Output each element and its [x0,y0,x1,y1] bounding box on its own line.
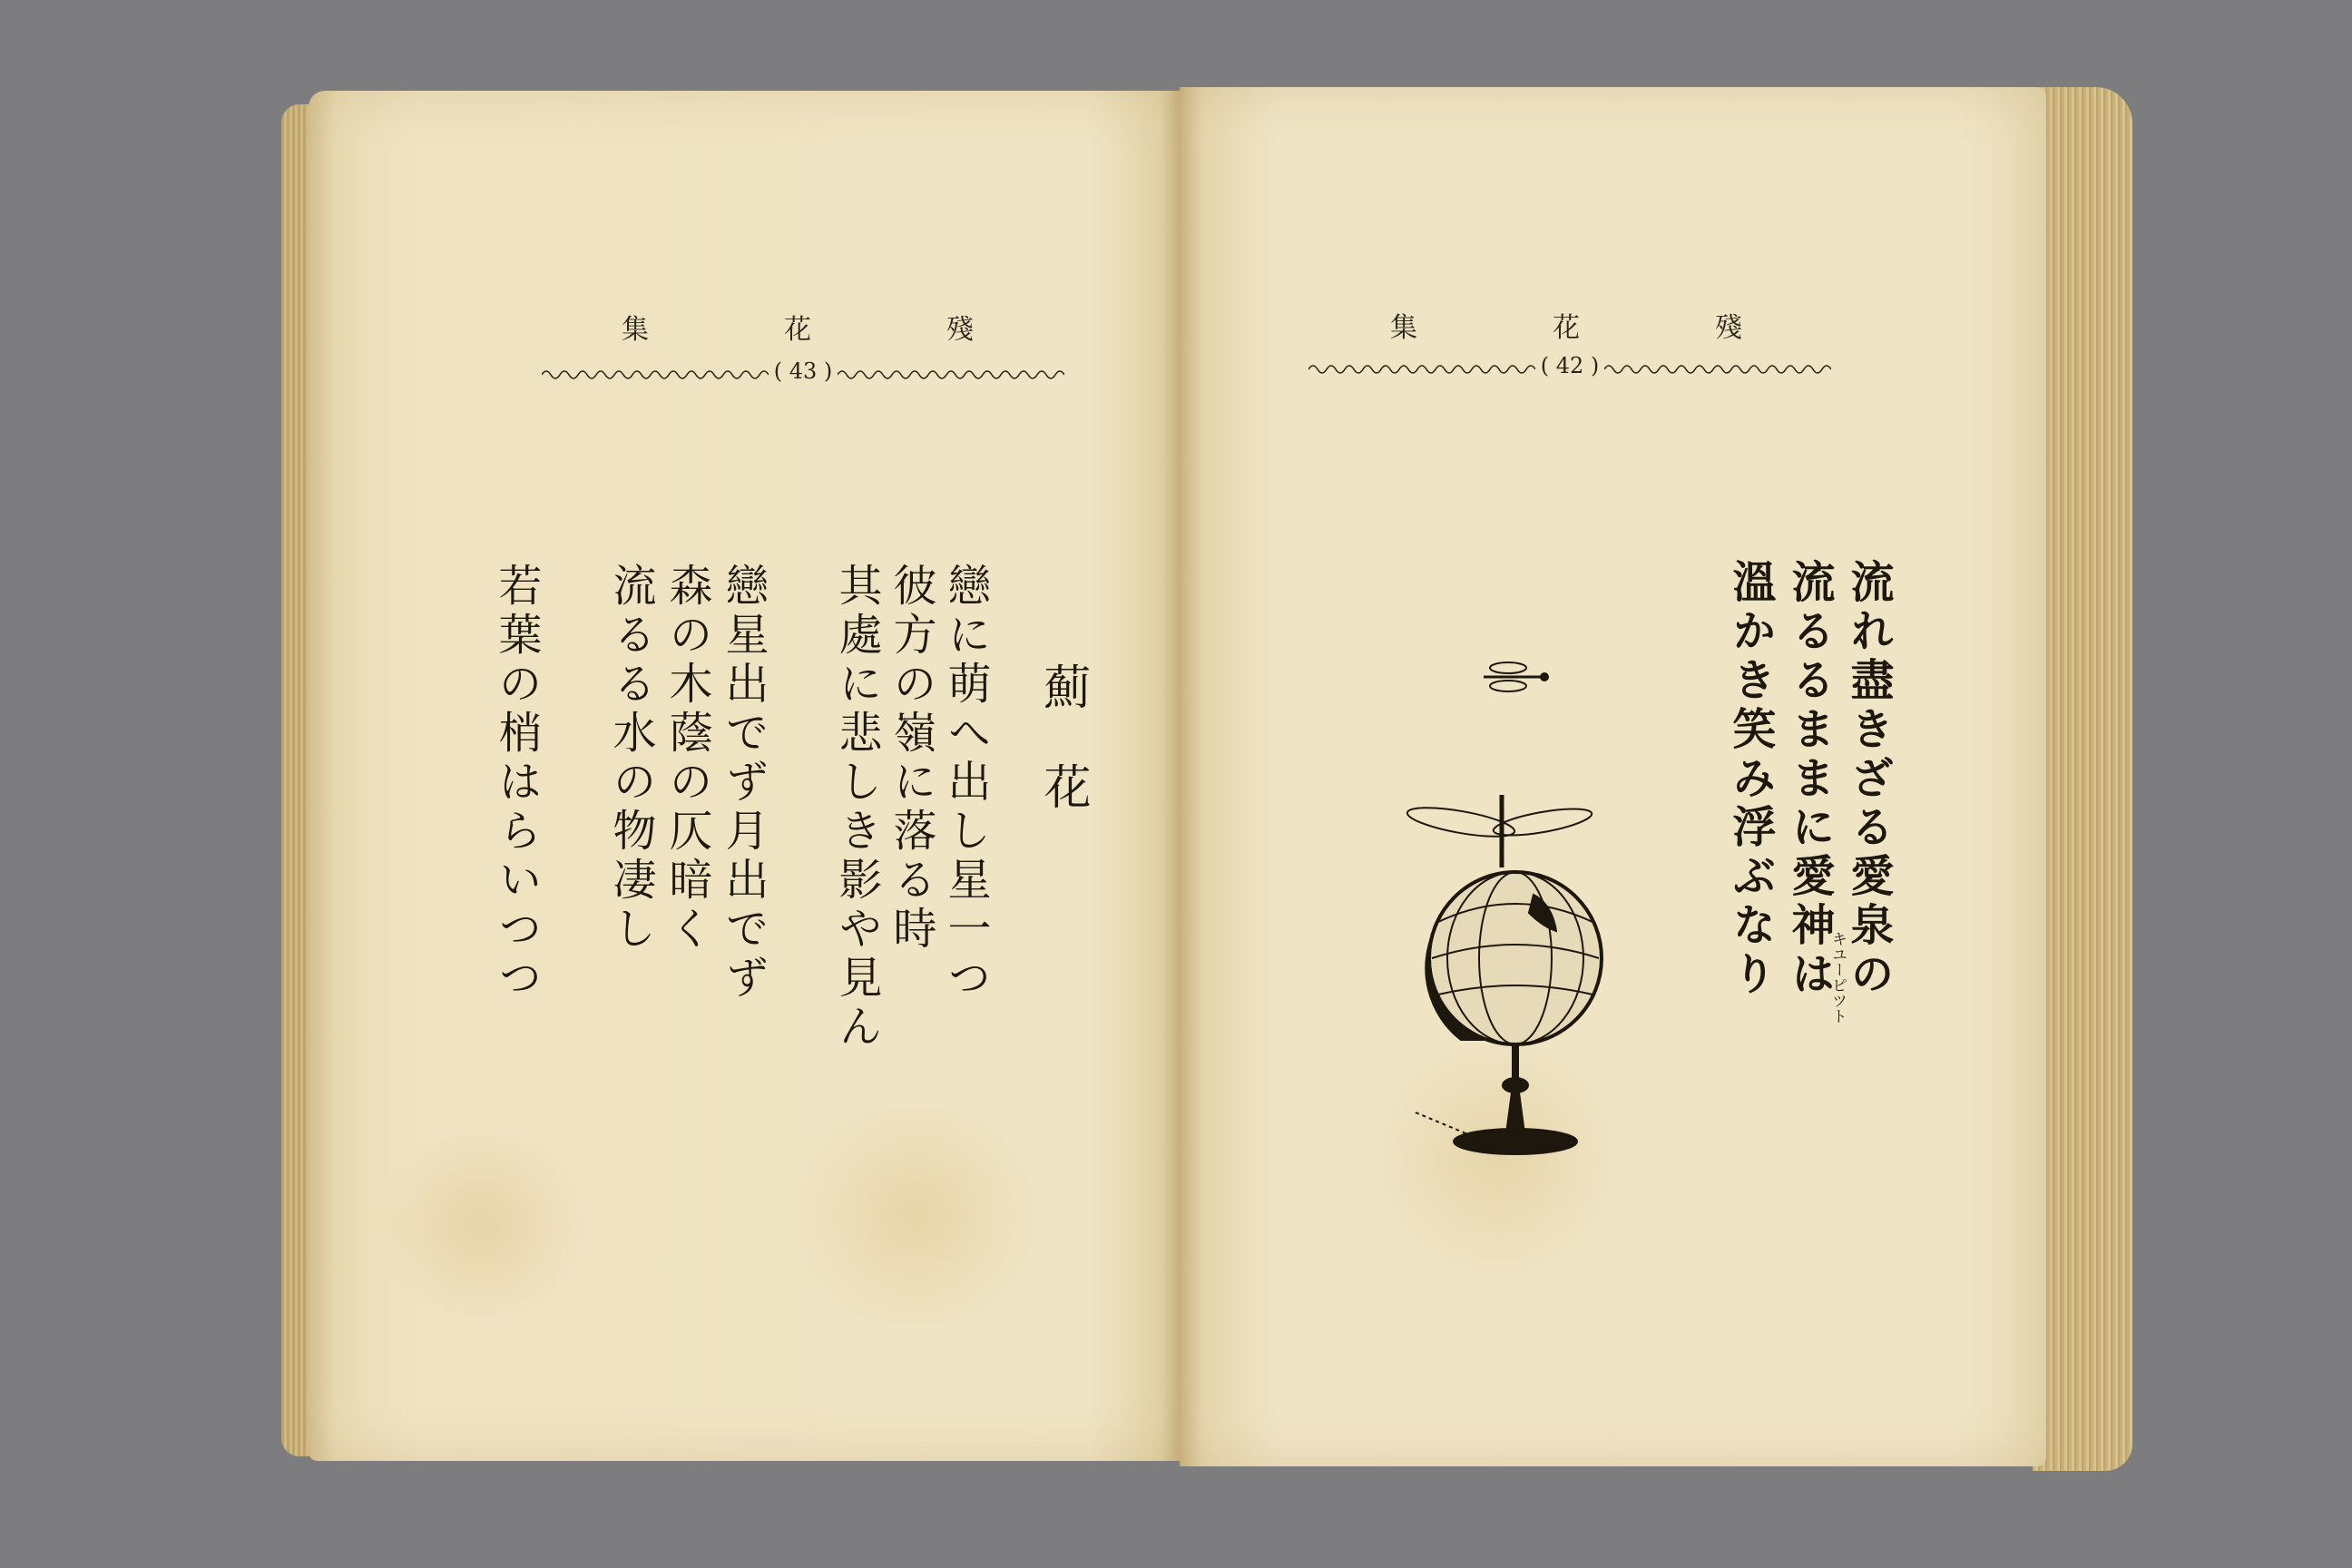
running-head-char: 花 [1553,312,1582,344]
wavy-rule-icon [1604,357,1831,375]
right-page [1180,87,2046,1466]
poem-line: 流るる水の物凄し [605,563,656,955]
poem-line: 森の木蔭の仄暗く [662,563,712,955]
left-page [309,91,1180,1461]
right-page-edges [2033,87,2132,1471]
poem-line: 若葉の梢はらいつつ [491,563,542,1004]
running-head-char: 殘 [946,314,975,346]
poem-line: 流れ盡きざる愛泉の [1843,559,1894,1000]
poem-line: 戀星出でず月出でず [718,563,769,1004]
running-head-char: 花 [784,314,813,346]
wavy-rule-icon [1308,357,1535,375]
running-head-char: 集 [1390,312,1419,344]
wavy-rule-icon [542,362,769,380]
poem-line: 彼方の嶺に落る時 [886,563,936,955]
paper-stain [780,1107,1053,1325]
running-head-char: 殘 [1715,312,1744,344]
wavy-rule-icon [838,362,1064,380]
paper-stain [363,1134,599,1316]
poem-line: 戀に萌へ出し星一つ [940,563,991,1004]
page-number: ( 43 ) [773,358,833,384]
poem-line: 溫かき笑み浮ぶなり [1725,559,1776,1000]
poem-title: 薊花 [1035,662,1090,862]
poem-line: 流るるままに愛神は [1784,559,1835,1000]
page-number: ( 42 ) [1540,353,1600,378]
running-head-char: 集 [622,314,651,346]
ruby-annotation: キユーピツト [1828,931,1847,1024]
poem-line: 其處に悲しき影や見ん [831,563,882,1053]
page-number-rule-right [1298,354,1842,377]
page-number-rule-left [531,359,1075,383]
running-head-right [1390,305,1744,345]
running-head-left [622,307,975,347]
dragonfly-ornament-icon [1470,650,1561,704]
globe-illustration-icon [1397,786,1615,1167]
